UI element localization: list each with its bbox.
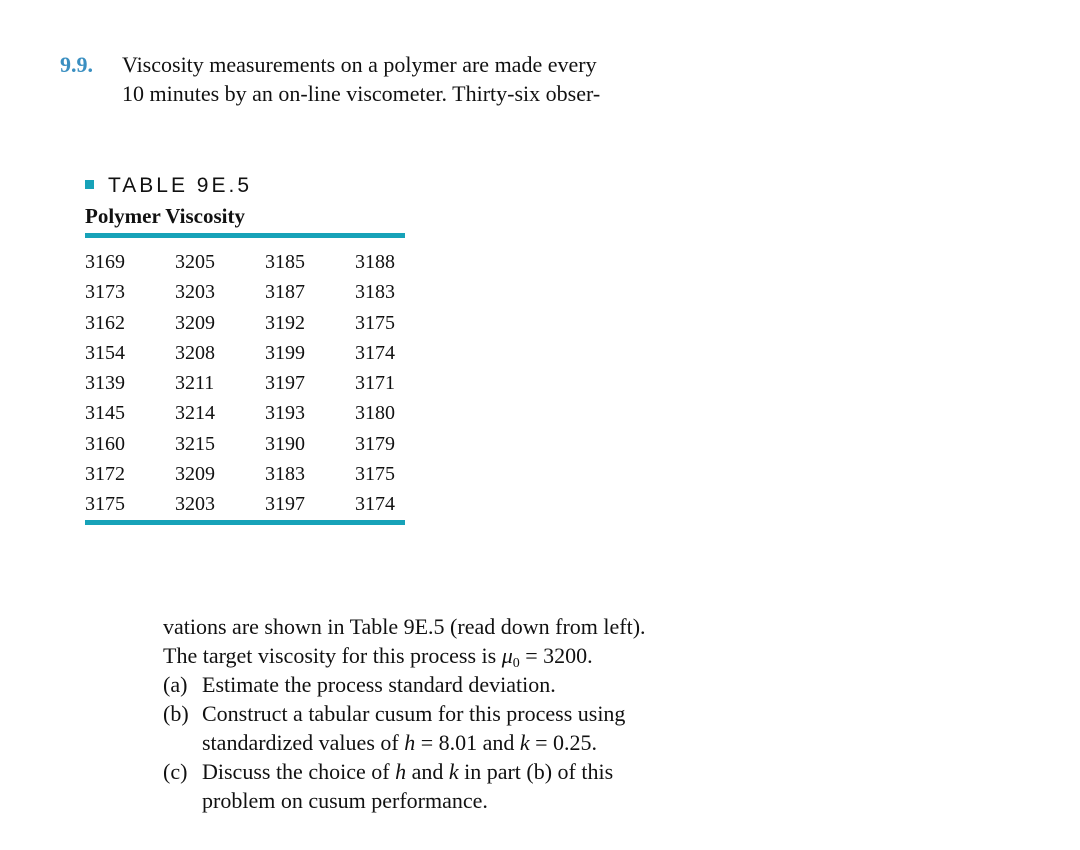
table-cell: 3185 bbox=[265, 251, 305, 273]
table-cell: 3199 bbox=[265, 341, 305, 364]
table-cell: 3172 bbox=[85, 462, 125, 485]
part-b-text-2-pre: standardized values of bbox=[202, 730, 405, 755]
table-caption: Polymer Viscosity bbox=[85, 204, 246, 228]
table-cell: 3205 bbox=[175, 251, 215, 273]
k-variable-c: k bbox=[448, 759, 459, 784]
table-cell: 3171 bbox=[355, 372, 395, 394]
table-cell: 3190 bbox=[265, 432, 305, 455]
table-row bbox=[85, 311, 405, 341]
part-c-text-1-post: in part (b) of this bbox=[458, 759, 614, 784]
problem-line-2: 10 minutes by an on-line viscometer. Thirty-six obser- bbox=[122, 81, 601, 106]
table-cell: 3208 bbox=[175, 341, 215, 364]
table-row bbox=[85, 462, 405, 492]
table-cell: 3203 bbox=[175, 281, 215, 304]
table-cell: 3214 bbox=[175, 402, 215, 425]
target-text: The target viscosity for this process is bbox=[163, 643, 502, 668]
table-cell: 3183 bbox=[355, 281, 395, 304]
table-cell: 3169 bbox=[85, 251, 125, 273]
target-value: = 3200. bbox=[519, 643, 593, 668]
part-a-text: Estimate the process standard deviation. bbox=[202, 672, 556, 697]
continuation-line-1: vations are shown in Table 9E.5 (read down from left). bbox=[163, 614, 646, 639]
table-cell: 3175 bbox=[355, 462, 395, 485]
part-c-text-1-pre: Discuss the choice of bbox=[202, 759, 396, 784]
table-cell: 3179 bbox=[355, 432, 395, 455]
part-b-text-2-post: = 0.25. bbox=[529, 730, 598, 755]
table-row bbox=[85, 371, 405, 401]
table-cell: 3175 bbox=[85, 493, 125, 515]
table-cell: 3154 bbox=[85, 341, 125, 364]
table-cell: 3209 bbox=[175, 462, 215, 485]
part-c-text-1-mid: and bbox=[406, 759, 449, 784]
part-c-label: (c) bbox=[163, 759, 188, 784]
table-cell: 3160 bbox=[85, 432, 125, 455]
h-variable: h bbox=[404, 730, 416, 755]
part-a-label: (a) bbox=[163, 672, 188, 697]
table-cell: 3174 bbox=[355, 493, 395, 515]
table-row bbox=[85, 492, 405, 522]
part-b-text-1: Construct a tabular cusum for this process using bbox=[202, 701, 626, 726]
table-cell: 3187 bbox=[265, 281, 305, 304]
table-cell: 3145 bbox=[85, 402, 125, 425]
table-row bbox=[85, 341, 405, 371]
part-b-label: (b) bbox=[163, 701, 189, 726]
k-variable: k bbox=[519, 730, 530, 755]
part-b-text-2 bbox=[202, 728, 597, 757]
table-label bbox=[85, 174, 252, 198]
table-top-rule bbox=[85, 233, 405, 238]
table-cell: 3174 bbox=[355, 341, 395, 364]
table-cell: 3203 bbox=[175, 493, 215, 515]
table-row bbox=[85, 250, 405, 280]
table-cell: 3211 bbox=[175, 372, 215, 394]
table-cell: 3139 bbox=[85, 372, 125, 394]
table-cell: 3180 bbox=[355, 402, 395, 425]
table-cell: 3193 bbox=[265, 402, 305, 425]
problem-line-1: Viscosity measurements on a polymer are made every bbox=[122, 52, 597, 77]
table-grid bbox=[85, 250, 405, 522]
table-cell: 3197 bbox=[265, 372, 305, 394]
table-cell: 3197 bbox=[265, 493, 305, 515]
table-row bbox=[85, 432, 405, 462]
table-cell: 3162 bbox=[85, 311, 125, 334]
problem-number: 9.9. bbox=[60, 52, 93, 77]
table-cell: 3183 bbox=[265, 462, 305, 485]
table-cell: 3175 bbox=[355, 311, 395, 334]
mu-subscript: 0 bbox=[512, 656, 520, 671]
table-cell: 3215 bbox=[175, 432, 215, 455]
table-cell: 3209 bbox=[175, 311, 215, 334]
part-c-text-1 bbox=[202, 757, 613, 786]
table-cell: 3188 bbox=[355, 251, 395, 273]
square-bullet-icon bbox=[85, 180, 94, 189]
part-b-text-2-mid: = 8.01 and bbox=[415, 730, 520, 755]
mu-symbol: μ bbox=[501, 643, 513, 668]
table-label-text: TABLE 9E.5 bbox=[108, 174, 253, 197]
table-row bbox=[85, 280, 405, 310]
h-variable-c: h bbox=[395, 759, 407, 784]
table-cell: 3173 bbox=[85, 281, 125, 304]
part-c-text-2: problem on cusum performance. bbox=[202, 788, 488, 813]
table-row bbox=[85, 401, 405, 431]
table-bottom-rule bbox=[85, 520, 405, 525]
table-cell: 3192 bbox=[265, 311, 305, 334]
